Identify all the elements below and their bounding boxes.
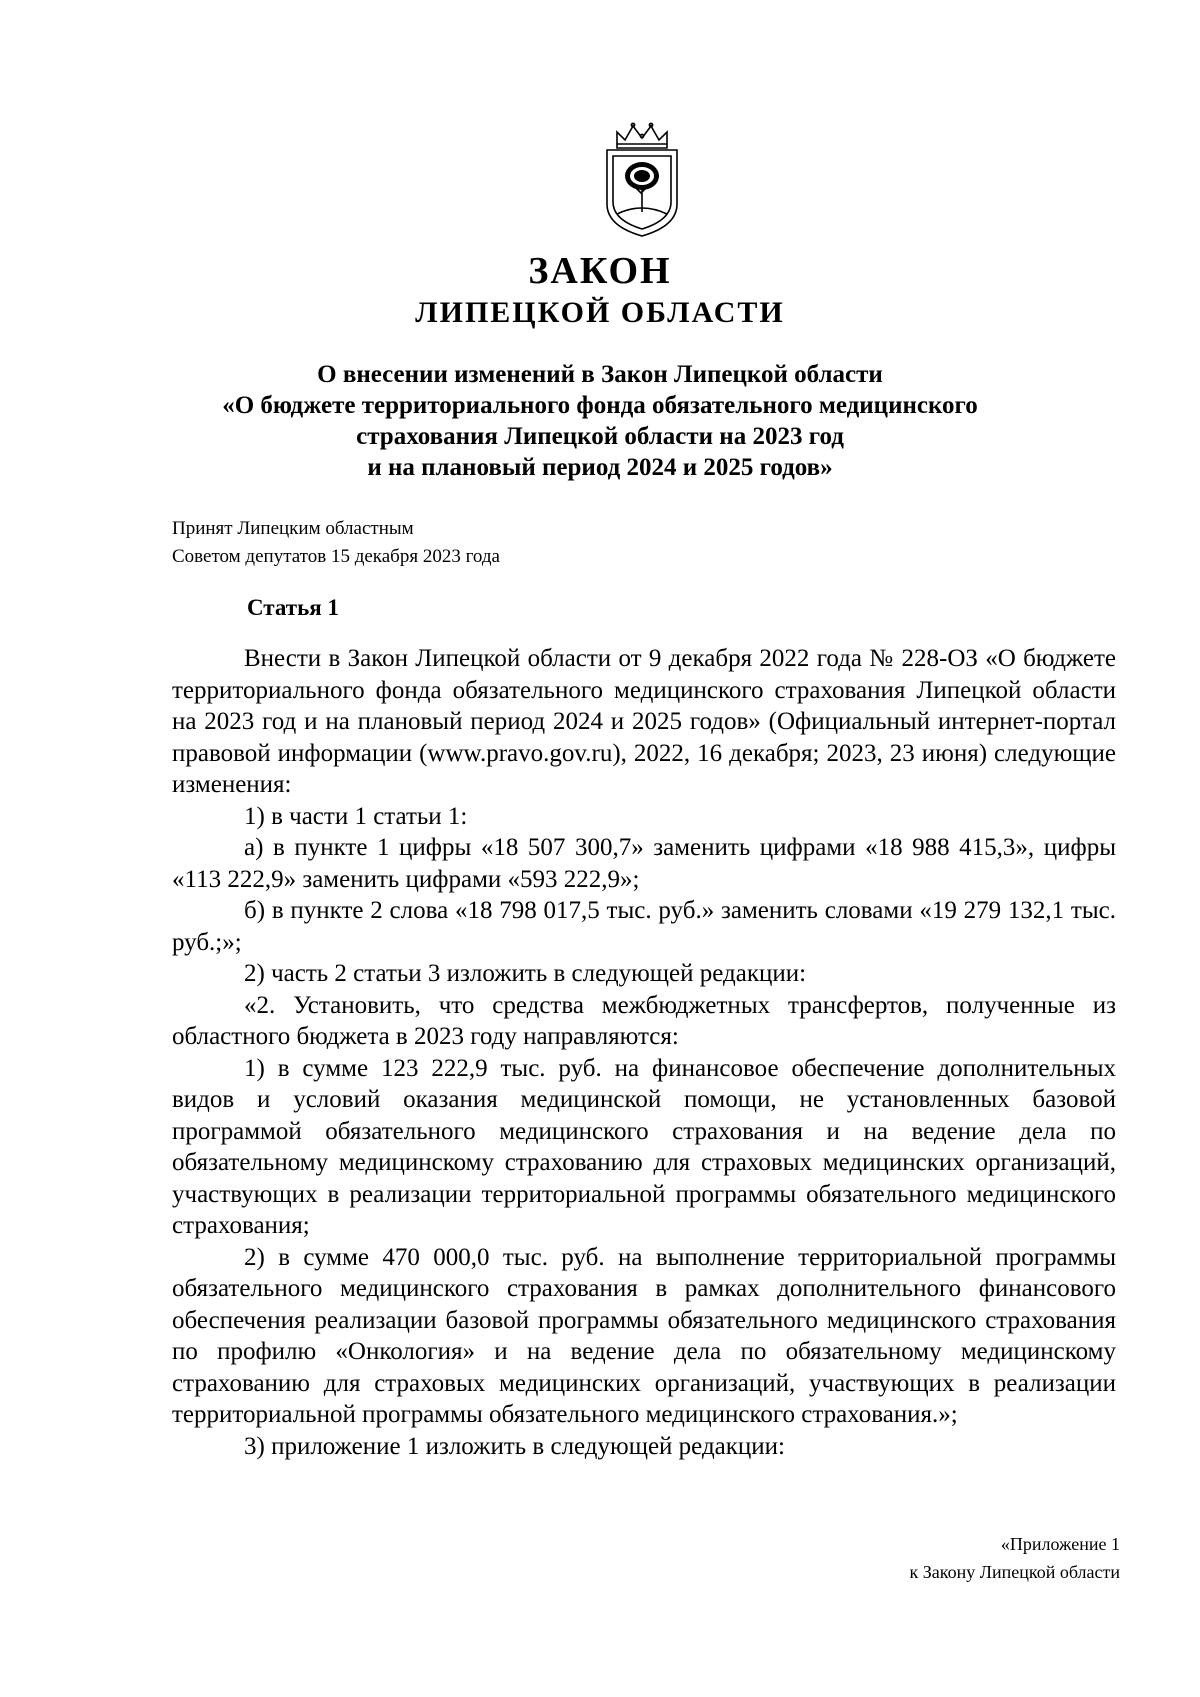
- document-title: [0, 359, 1200, 483]
- article-paragraph: Внести в Закон Липецкой области от 9 декабря 2022 года № 228-ОЗ «О бюджете территориального фонда обязательного медицинского страхования Липецкой области на 2023 год и на плановый период 2024 и 2025 годов» (Официальный интернет-портал правовой информации (www.pravo.gov.ru), 2022, 16 декабря; 2023, 23 июня) следующие изменения:: [172, 645, 1116, 798]
- article-paragraph: 1) в части 1 статьи 1:: [244, 802, 468, 830]
- article-paragraph: 2) часть 2 статьи 3 изложить в следующей редакции:: [244, 960, 807, 987]
- article-paragraph: «2. Установить, что средства межбюджетных трансфертов, полученные из областного бюджета в 2023 году направляются:: [172, 991, 1116, 1050]
- appendix-line: «Приложение 1: [1000, 1534, 1120, 1554]
- appendix-reference: [910, 1530, 1120, 1586]
- adoption-line: Принят Липецким областным: [172, 518, 414, 539]
- article-paragraph: 2) в сумме 470 000,0 тыс. руб. на выполнение территориальной программы обязательного медицинского страхования в рамках дополнительного финансового обеспечения реализации базовой программы обязательного медицинского страхования по профилю «Онкология» и на ведение дела по обязательному медицинскому страхованию для страховых медицинских организаций, участвующих в реализации территориальной программы обязательного медицинского страхования.»;: [172, 1243, 1116, 1428]
- article-paragraph: а) в пункте 1 цифры «18 507 300,7» заменить цифрами «18 988 415,3», цифры «113 222,9» заменить цифрами «593 222,9»;: [172, 834, 1116, 893]
- adoption-note: [172, 515, 500, 571]
- article-paragraph: 1) в сумме 123 222,9 тыс. руб. на финансовое обеспечение дополнительных видов и условий оказания медицинской помощи, не установленных базовой программой обязательного медицинского страхования и на ведение дела по обязательному медицинскому страхованию для страховых медицинских организаций, участвующих в реализации территориальной программы обязательного медицинского страхования;: [172, 1054, 1116, 1239]
- adoption-line: Советом депутатов 15 декабря 2023 года: [172, 546, 500, 567]
- document-title-line: страхования Липецкой области на 2023 год: [356, 423, 844, 450]
- document-title-line: «О бюджете территориального фонда обязательного медицинского: [222, 392, 978, 419]
- coat-of-arms-icon: [603, 118, 681, 238]
- article-paragraph: б) в пункте 2 слова «18 798 017,5 тыс. руб.» заменить словами «19 279 132,1 тыс. руб.;»;: [172, 897, 1116, 956]
- appendix-line: к Закону Липецкой области: [909, 1562, 1120, 1582]
- document-title-line: и на плановый период 2024 и 2025 годов»: [367, 454, 833, 481]
- article-paragraph: 3) приложение 1 изложить в следующей редакции:: [244, 1432, 785, 1460]
- law-title: ЗАКОН: [528, 250, 672, 292]
- document-title-line: О внесении изменений в Закон Липецкой области: [317, 361, 883, 388]
- law-region: ЛИПЕЦКОЙ ОБЛАСТИ: [415, 296, 785, 329]
- article-heading: Статья 1: [247, 595, 339, 620]
- article-body: [172, 643, 1116, 1462]
